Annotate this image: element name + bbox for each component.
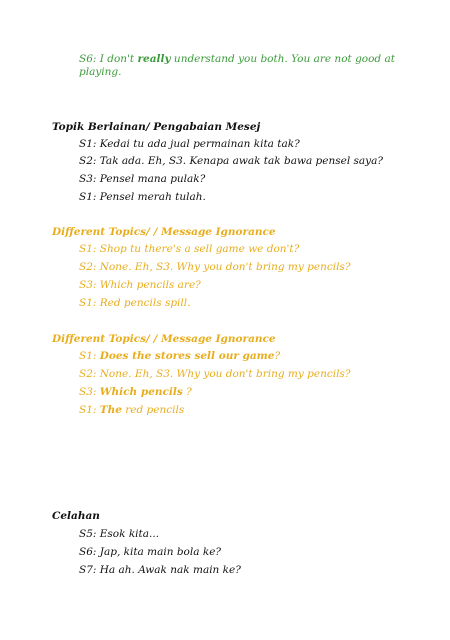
section2-line-3: S3: Which pencils are?: [79, 279, 201, 291]
section4-line-2: S6: Jap, kita main bola ke?: [79, 546, 222, 558]
s6-line-part1: S6: I don't: [79, 53, 138, 65]
section3-line-3-bold: Which pencils: [99, 386, 183, 398]
section3-line-2: S2: None. Eh, S3. Why you don't bring my pencils?: [79, 368, 351, 380]
section3-line-1: [79, 350, 280, 363]
s6-line-cont: playing.: [79, 66, 122, 78]
section3-line-4-suffix: red pencils: [121, 404, 185, 416]
s6-line: [79, 53, 395, 66]
section4-heading: Celahan: [52, 510, 100, 522]
section1-line-4: S1: Pensel merah tulah.: [79, 191, 206, 203]
s6-line-part2: understand you both. You are not good at: [170, 53, 395, 65]
section1-line-3: S3: Pensel mana pulak?: [79, 173, 206, 185]
section2-line-2: S2: None. Eh, S3. Why you don't bring my pencils?: [79, 261, 351, 273]
section3-line-1-bold: Does the stores sell our game: [99, 350, 275, 362]
section2-line-4: S1: Red pencils spill.: [79, 297, 191, 309]
section3-heading: Different Topics/ / Message Ignorance: [52, 333, 276, 345]
section4-line-1: S5: Esok kita...: [79, 528, 160, 540]
section4-line-3: S7: Ha ah. Awak nak main ke?: [79, 564, 241, 576]
section3-line-4-prefix: S1:: [79, 404, 100, 416]
section2-heading: Different Topics/ / Message Ignorance: [52, 226, 276, 238]
section1-line-1: S1: Kedai tu ada jual permainan kita tak?: [79, 138, 300, 150]
section3-line-3: [79, 386, 192, 399]
section3-line-1-prefix: S1:: [79, 350, 100, 362]
section1-line-2: S2: Tak ada. Eh, S3. Kenapa awak tak bawa pensel saya?: [79, 155, 384, 167]
section3-line-4: [79, 404, 184, 417]
section2-line-1: S1: Shop tu there's a sell game we don't?: [79, 243, 300, 255]
section3-line-3-prefix: S3:: [79, 386, 100, 398]
section3-line-3-suffix: ?: [182, 386, 192, 398]
section3-line-1-suffix: ?: [274, 350, 281, 362]
section3-line-4-bold: The: [99, 404, 122, 416]
s6-line-bold: really: [137, 53, 171, 65]
section1-heading: Topik Berlainan/ Pengabaian Mesej: [52, 121, 261, 133]
